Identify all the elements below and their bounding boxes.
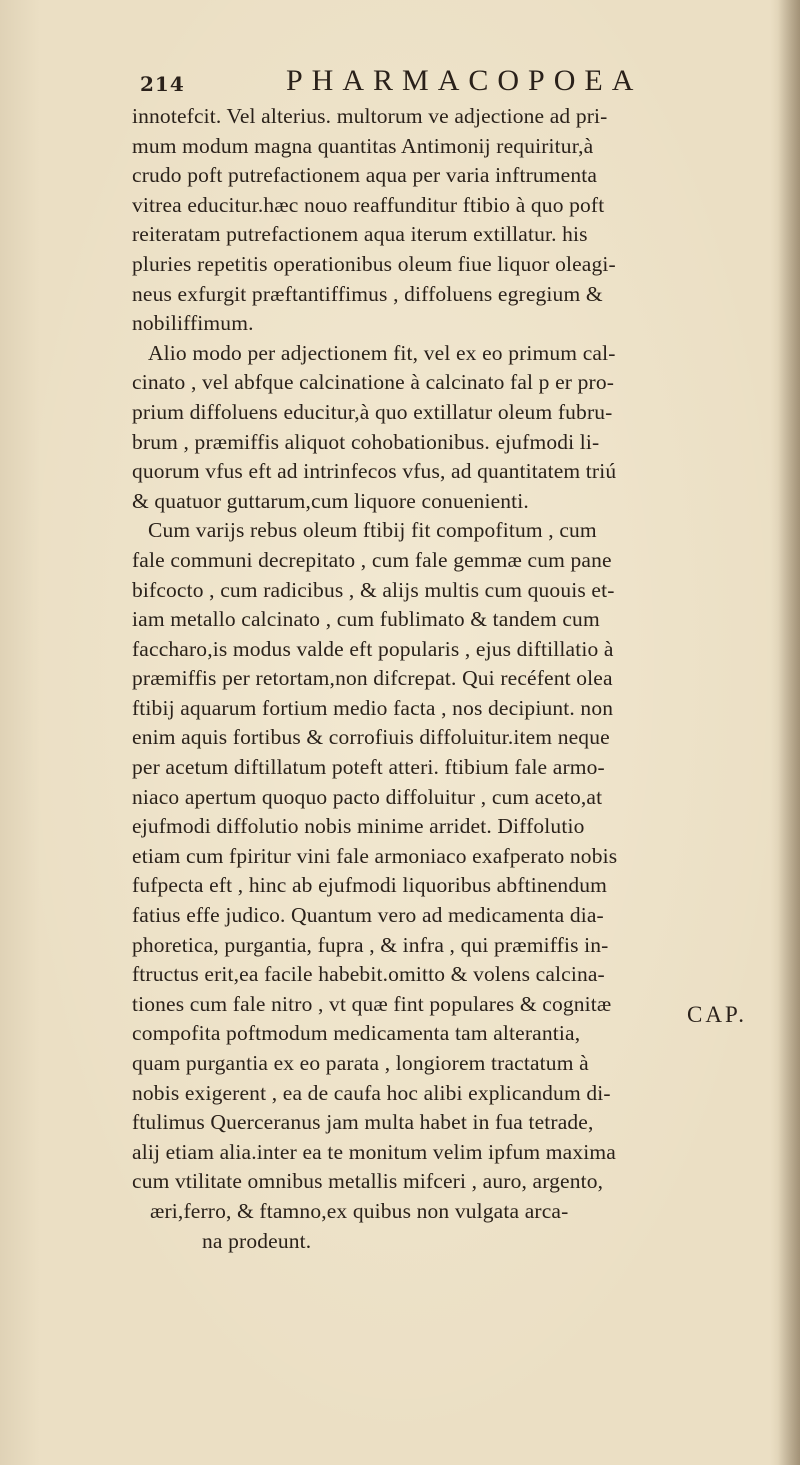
text-line: alij etiam alia.inter ea te monitum velim ipfum maxima — [132, 1139, 616, 1164]
body-text — [132, 102, 792, 1256]
text-line: nobis exigerent , ea de caufa hoc alibi explicandum di- — [132, 1080, 611, 1105]
text-line: bifcocto , cum radicibus , & alijs multis cum quouis et- — [132, 577, 615, 602]
catchword: CAP. — [687, 1002, 747, 1027]
text-line: etiam cum fpiritur vini fale armoniaco exafperato nobis — [132, 843, 618, 868]
text-line: enim aquis fortibus & corrofiuis diffoluitur.item neque — [132, 725, 610, 750]
text-line: compofita poftmodum medicamenta tam alterantia, — [132, 1021, 581, 1046]
text-line: ftibij aquarum fortium medio facta , nos decipiunt. non — [132, 695, 614, 720]
text-line: ftulimus Querceranus jam multa habet in fua tetrade, — [132, 1110, 594, 1135]
text-line: Alio modo per adjectionem fit, vel ex eo primum cal- — [148, 340, 616, 365]
text-line: prium diffoluens educitur,à quo extillatur oleum fubru- — [132, 399, 613, 424]
text-line: cum vtilitate omnibus metallis mifceri , auro, argento, — [132, 1169, 604, 1194]
text-line: ejufmodi diffolutio nobis minime arridet. Diffolutio — [132, 814, 585, 839]
text-line: brum , præmiffis aliquot cohobationibus. ejufmodi li- — [132, 429, 600, 454]
text-line: pluries repetitis operationibus oleum fiue liquor oleagi- — [132, 251, 616, 276]
text-line: iam metallo calcinato , cum fublimato & tandem cum — [132, 607, 600, 632]
text-line: æri,ferro, & ftamno,ex quibus non vulgata arca- — [150, 1198, 569, 1223]
text-line: mum modum magna quantitas Antimonij requiritur,à — [132, 133, 594, 158]
text-line: crudo poft putrefactionem aqua per varia inftrumenta — [132, 163, 598, 188]
text-line: reiteratam putrefactionem aqua iterum extillatur. his — [132, 222, 588, 247]
text-line: ftructus erit,ea facile habebit.omitto & volens calcina- — [132, 962, 605, 987]
text-line: per acetum diftillatum poteft atteri. ftibium fale armo- — [132, 755, 605, 780]
text-line: innotefcit. Vel alterius. multorum ve adjectione ad pri- — [132, 104, 608, 128]
text-line: faccharo,is modus valde eft popularis , ejus diftillatio à — [132, 636, 614, 661]
text-line: & quatuor guttarum,cum liquore conuenienti. — [132, 488, 529, 513]
text-line: præmiffis per retortam,non difcrepat. Qui recéfent olea — [132, 666, 613, 691]
text-line: nobiliffimum. — [132, 311, 254, 336]
text-line: Cum varijs rebus oleum ftibij fit compofitum , cum — [148, 518, 597, 543]
text-line: neus exfurgit præftantiffimus , diffoluens egregium & — [132, 281, 603, 306]
text-line: fale communi decrepitato , cum fale gemmæ cum pane — [132, 547, 612, 572]
text-line: fatius effe judico. Quantum vero ad medicamenta dia- — [132, 903, 604, 928]
text-line: quorum vfus eft ad intrinfecos vfus, ad quantitatem triú — [132, 459, 617, 484]
text-line: vitrea educitur.hæc nouo reaffunditur ftibio à quo poft — [132, 192, 605, 217]
text-line: cinato , vel abfque calcinatione à calcinato fal p er pro- — [132, 370, 615, 395]
text-line: niaco apertum quoquo pacto diffoluitur , cum aceto,at — [132, 784, 603, 809]
running-title: PHARMACOPOEA — [286, 64, 643, 97]
text-line: phoretica, purgantia, fupra , & infra , qui præmiffis in- — [132, 932, 609, 957]
text-line: na prodeunt. — [202, 1228, 312, 1253]
text-line: quam purgantia ex eo parata , longiorem tractatum à — [132, 1051, 589, 1075]
page-header — [140, 62, 700, 102]
text-line: fufpecta eft , hinc ab ejufmodi liquoribus abftinendum — [132, 873, 607, 898]
page-number: 214 — [140, 72, 185, 96]
text-line: tiones cum fale nitro , vt quæ fint populares & cognitæ — [132, 991, 612, 1016]
